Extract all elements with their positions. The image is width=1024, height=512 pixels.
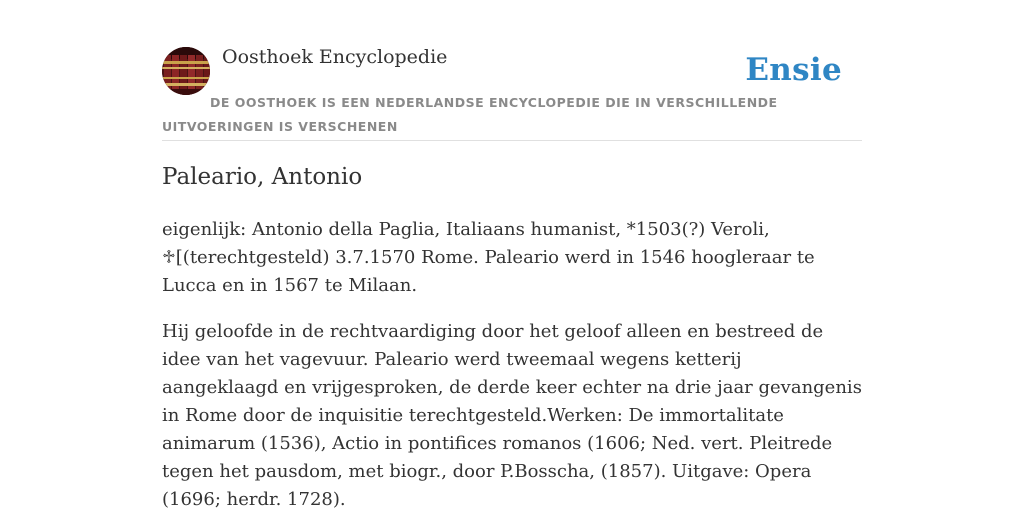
- page: [162, 0, 862, 512]
- header: [162, 0, 862, 141]
- books-icon[interactable]: [162, 47, 210, 95]
- entry-paragraph: Hij geloofde in de rechtvaardiging door het geloof alleen en bestreed de idee van het vagevuur. Paleario werd tweemaal wegens ketterij aangeklaagd en vrijgesproken, de derde keer echter na drie jaar gevangenis in Rome door de inquisitie terechtgesteld.Werken: De immortalitate animarum (1536), Actio in pontifices romanos (1606; Ned. vert. Pleitrede tegen het pausdom, met biogr., door P.Bosscha, (1857). Uitgave: Opera (1696; herdr. 1728).: [162, 321, 862, 510]
- entry-body: [162, 216, 862, 512]
- brand-logo[interactable]: Ensie: [745, 52, 842, 88]
- page-title: Paleario, Antonio: [162, 164, 363, 190]
- site-title[interactable]: Oosthoek Encyclopedie: [222, 46, 448, 68]
- books-image: [162, 47, 210, 95]
- entry-paragraph: eigenlijk: Antonio della Paglia, Italiaans humanist, *1503(?) Veroli, ♱[(terechtgesteld) 3.7.1570 Rome. Paleario werd in 1546 hoogleraar te Lucca en in 1567 te Milaan.: [162, 219, 815, 296]
- tagline: DE OOSTHOEK IS EEN NEDERLANDSE ENCYCLOPEDIE DIE IN VERSCHILLENDE UITVOERINGEN IS VERSCHENEN: [162, 95, 778, 134]
